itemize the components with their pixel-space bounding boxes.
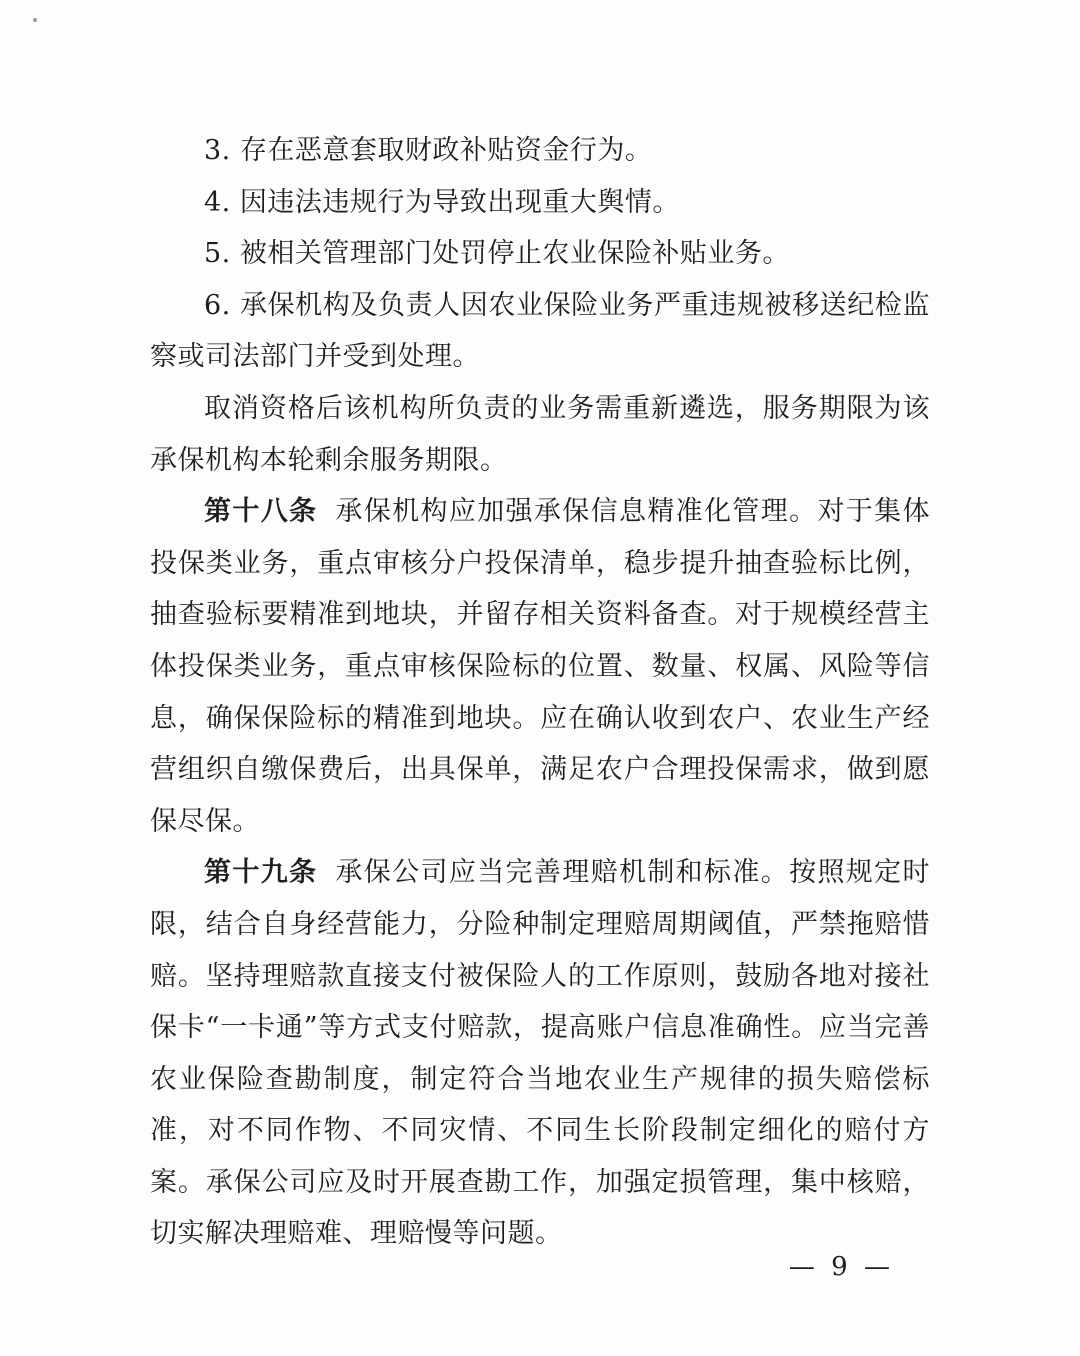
paragraph-text: 承保机构应加强承保信息精准化管理。对于集体投保类业务，重点审核分户投保清单，稳步提升抽查验标比例，抽查验标要精准到地块，并留存相关资料备查。对于规模经营主体投保类业务，重点审核保险标的位置、数量、权属、风险等信息，确保保险标的精准到地块。应在确认收到农户、农业生产经营组织自缴保费后，出具保单，满足农户合理投保需求，做到愿保尽保。 bbox=[150, 496, 931, 837]
scan-speck bbox=[33, 18, 37, 22]
article-heading: 第十九条 bbox=[204, 857, 318, 889]
paragraph-text: 6. 承保机构及负责人因农业保险业务严重违规被移送纪检监察或司法部门并受到处理。 bbox=[150, 289, 930, 373]
article-heading: 第十八条 bbox=[204, 496, 318, 528]
paragraph bbox=[150, 228, 930, 280]
paragraph-text: 5. 被相关管理部门处罚停止农业保险补贴业务。 bbox=[204, 238, 790, 270]
article-paragraph bbox=[150, 486, 930, 847]
paragraph bbox=[150, 280, 930, 383]
paragraph bbox=[150, 383, 930, 486]
paragraph-text: 4. 因违法违规行为导致出现重大舆情。 bbox=[204, 186, 680, 218]
paragraph-text: 3. 存在恶意套取财政补贴资金行为。 bbox=[204, 135, 653, 166]
paragraph bbox=[150, 177, 930, 229]
document-body bbox=[150, 125, 930, 1260]
paragraph bbox=[150, 125, 930, 177]
paragraph-text: 承保公司应当完善理赔机制和标准。按照规定时限，结合自身经营能力，分险种制定理赔周期阈值，严禁拖赔惜赔。坚持理赔款直接支付被保险人的工作原则，鼓励各地对接社保卡“一卡通”等方式支付赔款，提高账户信息准确性。应当完善农业保险查勘制度，制定符合当地农业生产规律的损失赔偿标准，对不同作物、不同灾情、不同生长阶段制定细化的赔付方案。承保公司应及时开展查勘工作，加强定损管理，集中核赔，切实解决理赔难、理赔慢等问题。 bbox=[150, 857, 931, 1250]
paragraph-text: 取消资格后该机构所负责的业务需重新遴选，服务期限为该承保机构本轮剩余服务期限。 bbox=[150, 392, 930, 476]
article-paragraph bbox=[150, 847, 930, 1260]
page-number: — 9 — bbox=[788, 1252, 894, 1282]
